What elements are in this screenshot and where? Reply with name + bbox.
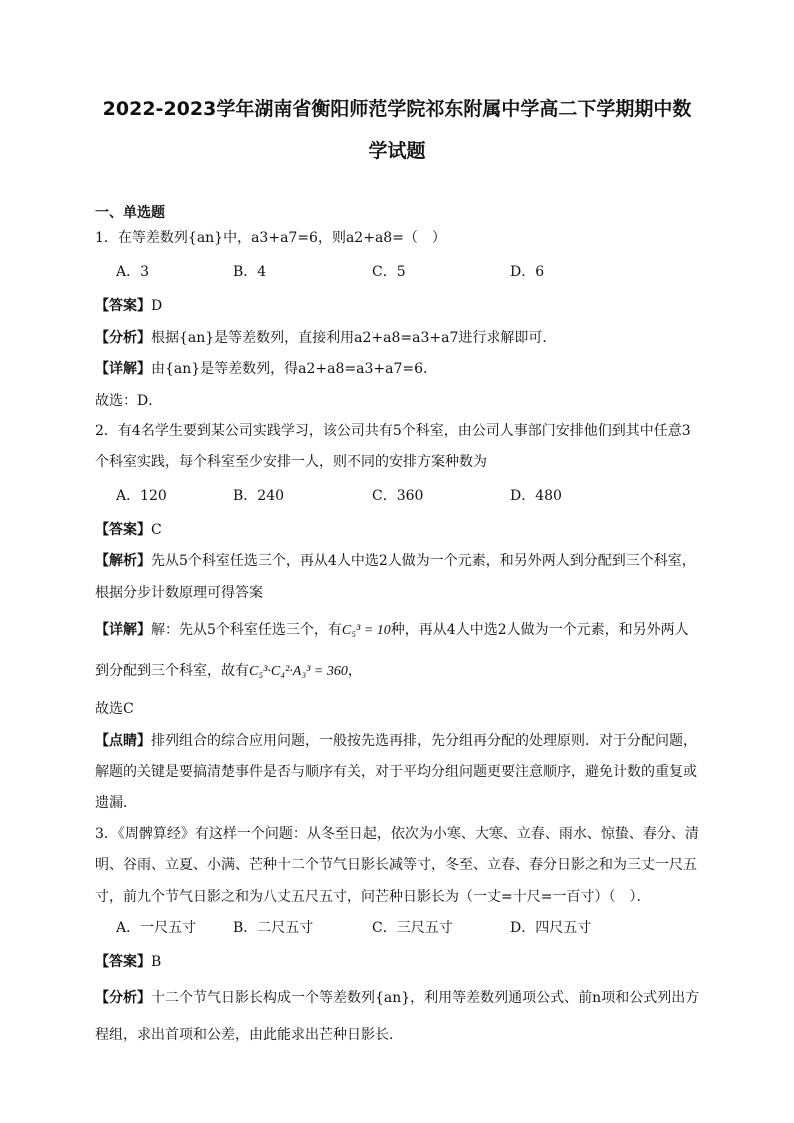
detail-tag: 【详解】	[95, 361, 151, 377]
analysis-text: 十二个节气日影长构成一个等差数列{an}，利用等差数列通项公式、前n项和公式列出方	[151, 990, 700, 1006]
q2-detail-line-2	[95, 661, 362, 682]
comment-tag: 【点睛】	[95, 733, 151, 749]
q2-comment-line-2: 解题的关键是要搞清楚事件是否与顺序有关，对于平均分组问题更要注意顺序，避免计数的重复或	[95, 764, 697, 780]
q2-comment-line-3: 遗漏．	[95, 795, 137, 811]
q1-detail	[95, 359, 437, 379]
detail-text: 由{an}是等差数列，得a2+a8=a3+a7=6．	[151, 361, 438, 377]
detail-tag: 【详解】	[95, 622, 151, 638]
q3-stem-line-2: 明、谷雨、立夏、小满、芒种十二个节气日影长减等寸，冬至、立春、春分日影之和为三丈一尺五	[95, 857, 697, 873]
analysis-tag: 【分析】	[95, 330, 151, 346]
arrangement-formula: C₅³·C₄²·A₃³ = 360	[249, 664, 348, 679]
detail-text-b: ，	[347, 663, 362, 679]
q3-analysis-line-2: 程组，求出首项和公差，由此能求出芒种日影长．	[95, 1027, 403, 1043]
q1-option-c: C．5	[372, 264, 406, 280]
q3-answer	[95, 952, 161, 972]
q2-analysis-line-1	[95, 551, 696, 571]
q2-conclusion: 故选C	[95, 701, 134, 717]
q1-analysis	[95, 328, 556, 348]
detail-text-a: 到分配到三个科室，故有	[95, 663, 249, 679]
q2-option-b: B．240	[233, 488, 285, 504]
analysis-text: 根据{an}是等差数列，直接利用a2+a8=a3+a7进行求解即可．	[151, 330, 557, 346]
title-line-1: 2022-2023学年湖南省衡阳师范学院祁东附属中学高二下学期期中数	[102, 98, 692, 120]
q2-stem-line-2: 个科室实践，每个科室至少安排一人，则不同的安排方案种数为	[95, 454, 487, 470]
analysis-text: 先从5个科室任选三个，再从4人中选2人做为一个元素，和另外两人到分配到三个科室，	[151, 553, 696, 569]
q3-option-d: D．四尺五寸	[510, 920, 592, 936]
q2-comment-line-1	[95, 731, 697, 751]
q3-analysis-line-1	[95, 988, 699, 1008]
analysis-tag: 【分析】	[95, 990, 151, 1006]
section-heading: 一、单选题	[95, 205, 165, 221]
q2-option-d: D．480	[510, 488, 562, 504]
title-line-2: 学试题	[368, 140, 426, 162]
q2-analysis-line-2: 根据分步计数原理可得答案	[95, 585, 263, 601]
q2-option-c: C．360	[372, 488, 424, 504]
comment-text: 排列组合的综合应用问题，一般按先选再排，先分组再分配的处理原则．对于分配问题，	[151, 733, 697, 749]
answer-tag: 【答案】	[95, 298, 151, 314]
answer-value: B	[151, 954, 162, 970]
q1-option-b: B．4	[233, 264, 267, 280]
answer-value: D	[151, 298, 163, 314]
detail-text-a: 解：先从5个科室任选三个，有	[151, 622, 342, 638]
q3-stem-line-3: 寸，前九个节气日影之和为八丈五尺五寸，问芒种日影长为（一丈=十尺=一百寸）（ ）．	[95, 889, 651, 905]
document-title	[60, 88, 734, 172]
q3-stem-line-1: 3．《周髀算经》有这样一个问题：从冬至日起，依次为小寒、大寒、立春、雨水、惊蛰、春分、清	[95, 826, 699, 842]
q1-option-a: A．3	[116, 264, 150, 280]
analysis-tag: 【解析】	[95, 553, 151, 569]
q1-option-d: D．6	[510, 264, 545, 280]
q1-conclusion: 故选：D．	[95, 393, 163, 409]
q2-detail-line-1	[95, 620, 689, 641]
q1-answer	[95, 296, 162, 316]
q2-stem-line-1: 2．有4名学生要到某公司实践学习，该公司共有5个科室，由公司人事部门安排他们到其中任意3	[95, 423, 691, 439]
answer-value: C	[151, 522, 162, 538]
q3-option-c: C．三尺五寸	[372, 920, 453, 936]
answer-tag: 【答案】	[95, 954, 151, 970]
q1-stem: 1．在等差数列{an}中，a3+a7=6，则a2+a8=（ ）	[95, 230, 446, 246]
combination-formula: C₅³ = 10	[341, 623, 391, 638]
q3-option-a: A．一尺五寸	[116, 920, 197, 936]
detail-text-b: 种，再从4人中选2人做为一个元素，和另外两人	[390, 622, 689, 638]
q2-option-a: A．120	[116, 488, 167, 504]
answer-tag: 【答案】	[95, 522, 151, 538]
q2-answer	[95, 520, 162, 540]
q3-option-b: B．二尺五寸	[233, 920, 314, 936]
